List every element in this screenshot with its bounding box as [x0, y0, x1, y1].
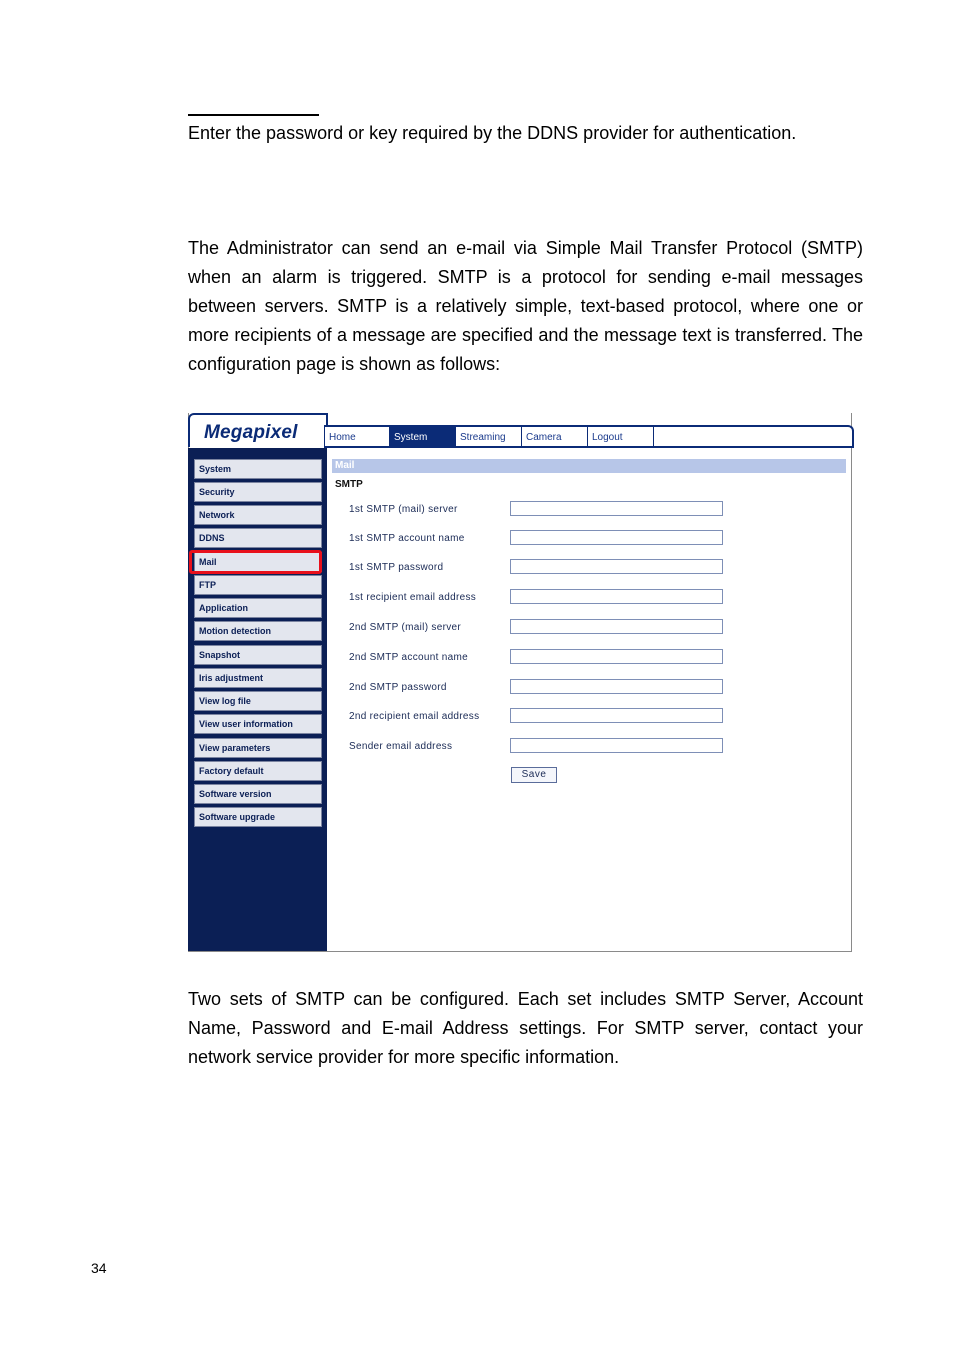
2nd-smtp-server-input[interactable] [510, 619, 723, 634]
field-label-2nd-smtp-server: 2nd SMTP (mail) server [349, 622, 461, 633]
ddns-password-description: Enter the password or key required by the DDNS provider for authentication. [188, 123, 797, 143]
sidebar-item-view-log-file[interactable]: View log file [194, 691, 322, 711]
1st-smtp-server-input[interactable] [510, 501, 723, 516]
tab-camera[interactable]: Camera [522, 427, 588, 448]
field-label-2nd-smtp-account: 2nd SMTP account name [349, 652, 468, 663]
sidebar-item-view-user-information[interactable]: View user information [194, 714, 322, 734]
2nd-smtp-password-input[interactable] [510, 679, 723, 694]
sidebar-item-ftp[interactable]: FTP [194, 575, 322, 595]
page-number: 34 [91, 1260, 107, 1276]
2nd-smtp-account-input[interactable] [510, 649, 723, 664]
logo-area [188, 413, 328, 447]
sidebar-item-application[interactable]: Application [194, 598, 322, 618]
mail-config-screenshot [188, 413, 852, 953]
mail-settings-panel [327, 448, 850, 951]
1st-smtp-password-input[interactable] [510, 559, 723, 574]
2nd-recipient-email-input[interactable] [510, 708, 723, 723]
1st-smtp-account-input[interactable] [510, 530, 723, 545]
sidebar-item-iris-adjustment[interactable]: Iris adjustment [194, 668, 322, 688]
section-title-bar: Mail [332, 459, 846, 473]
sidebar-item-snapshot[interactable]: Snapshot [194, 645, 322, 665]
sidebar-item-software-upgrade[interactable]: Software upgrade [194, 807, 322, 827]
field-label-sender-email: Sender email address [349, 741, 453, 752]
tab-streaming[interactable]: Streaming [456, 427, 522, 448]
top-navigation [324, 425, 854, 448]
heading-underline [188, 114, 319, 116]
smtp-intro-paragraph: The Administrator can send an e-mail via Simple Mail Transfer Protocol (SMTP) when an alarm is triggered. SMTP is a protocol for sending e-mail messages between servers. SMTP is a relatively simple, text-based protocol, where one or more recipients of a message are specified and the message text is transferred. The configuration page is shown as follows: [188, 238, 863, 374]
sidebar-item-network[interactable]: Network [194, 505, 322, 525]
megapixel-logo: Megapixel [204, 422, 298, 443]
sidebar-item-system[interactable]: System [194, 459, 322, 479]
tab-system[interactable]: System [390, 427, 456, 448]
tab-home[interactable]: Home [324, 427, 390, 448]
sidebar-item-view-parameters[interactable]: View parameters [194, 738, 322, 758]
field-label-2nd-recipient-email: 2nd recipient email address [349, 711, 480, 722]
smtp-heading: SMTP [335, 479, 363, 490]
sidebar-item-software-version[interactable]: Software version [194, 784, 322, 804]
save-button[interactable]: Save [511, 767, 557, 783]
mail-highlight-box [189, 550, 322, 574]
sidebar-item-ddns[interactable]: DDNS [194, 528, 322, 548]
smtp-sets-paragraph: Two sets of SMTP can be configured. Each set includes SMTP Server, Account Name, Password and E-mail Address settings. For SMTP server, contact your network service provider for more specific information. [188, 989, 863, 1067]
field-label-1st-smtp-account: 1st SMTP account name [349, 533, 465, 544]
sidebar-item-mail[interactable]: Mail [194, 552, 322, 572]
field-label-1st-smtp-server: 1st SMTP (mail) server [349, 504, 458, 515]
field-label-1st-recipient-email: 1st recipient email address [349, 592, 477, 603]
tab-logout[interactable]: Logout [588, 427, 654, 448]
sidebar [188, 448, 327, 951]
sidebar-item-security[interactable]: Security [194, 482, 322, 502]
field-label-1st-smtp-password: 1st SMTP password [349, 562, 444, 573]
sidebar-item-factory-default[interactable]: Factory default [194, 761, 322, 781]
sidebar-item-motion-detection[interactable]: Motion detection [194, 621, 322, 641]
sender-email-input[interactable] [510, 738, 723, 753]
1st-recipient-email-input[interactable] [510, 589, 723, 604]
field-label-2nd-smtp-password: 2nd SMTP password [349, 682, 447, 693]
